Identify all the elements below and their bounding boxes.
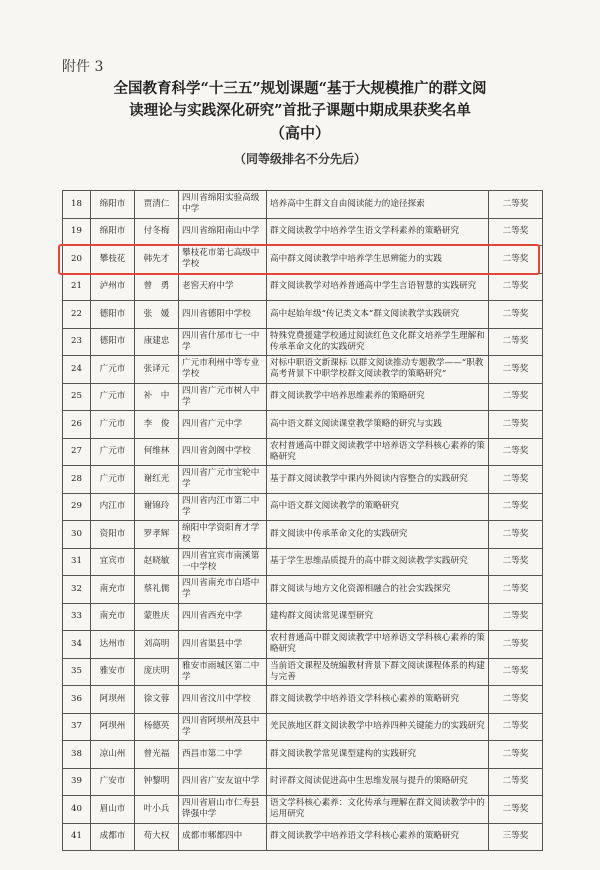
name-cell: 叶小兵 (135, 796, 179, 824)
topic-cell: 特殊党费援建学校通过阅读红色文化群文培养学生理解和传承革命文化的实践研究 (267, 328, 489, 356)
city-cell: 广元市 (91, 383, 135, 411)
table-row (63, 713, 543, 741)
ranking-note: （同等级排名不分先后） (233, 152, 366, 166)
city-cell: 南充市 (91, 576, 135, 604)
unit-cell: 四川省南充市白塔中学 (179, 576, 267, 604)
name-cell: 罗孝辉 (135, 521, 179, 549)
city-cell: 攀枝花 (91, 246, 135, 274)
table-row (63, 631, 543, 659)
topic-cell: 高中语文群文阅读教学的策略研究 (267, 493, 489, 521)
name-cell: 蔡礼儒 (135, 576, 179, 604)
topic-cell: 高中群文阅读教学中培养学生思辨能力的实践 (267, 246, 489, 274)
unit-cell: 四川省广安友谊中学 (179, 768, 267, 796)
city-cell: 内江市 (91, 493, 135, 521)
name-cell: 刘高明 (135, 631, 179, 659)
unit-cell: 四川省绵阳实验高级中学 (179, 191, 267, 219)
unit-cell: 四川省绵阳南山中学 (179, 218, 267, 246)
name-cell: 付冬梅 (135, 218, 179, 246)
award-cell: 二等奖 (489, 713, 543, 741)
table-row (63, 686, 543, 714)
award-cell: 二等奖 (489, 411, 543, 439)
topic-cell: 农村普通高中群文阅读教学中培养语文学科核心素养的策略研究 (267, 438, 489, 466)
city-cell: 绵阳市 (91, 191, 135, 219)
row-number: 32 (63, 576, 91, 604)
name-cell: 贾清仁 (135, 191, 179, 219)
unit-cell: 四川省广元市宝轮中学 (179, 466, 267, 494)
table-row (63, 328, 543, 356)
topic-cell: 群文阅读教学常见课型建构的实践研究 (267, 741, 489, 769)
award-cell: 二等奖 (489, 356, 543, 384)
row-number: 19 (63, 218, 91, 246)
unit-cell: 四川省汶川中学校 (179, 686, 267, 714)
name-cell: 蒙胜庆 (135, 603, 179, 631)
city-cell: 德阳市 (91, 328, 135, 356)
name-cell: 康建忠 (135, 328, 179, 356)
row-number: 36 (63, 686, 91, 714)
row-number: 30 (63, 521, 91, 549)
row-number: 29 (63, 493, 91, 521)
topic-cell: 基于群文阅读教学中课内外阅读内容整合的实践研究 (267, 466, 489, 494)
table-row (63, 383, 543, 411)
table-row (63, 438, 543, 466)
table-row (63, 218, 543, 246)
city-cell: 成都市 (91, 823, 135, 851)
unit-cell: 四川省渠县中学 (179, 631, 267, 659)
city-cell: 广元市 (91, 411, 135, 439)
award-cell: 二等奖 (489, 796, 543, 824)
table-row (63, 521, 543, 549)
name-cell: 苟大权 (135, 823, 179, 851)
award-cell: 二等奖 (489, 301, 543, 329)
award-cell: 二等奖 (489, 603, 543, 631)
unit-cell: 四川省德阳中学校 (179, 301, 267, 329)
city-cell: 泸州市 (91, 273, 135, 301)
unit-cell: 四川省西充中学 (179, 603, 267, 631)
city-cell: 德阳市 (91, 301, 135, 329)
table-row (63, 796, 543, 824)
table-row (63, 823, 543, 851)
topic-cell: 群文阅读教学中培养语文学科核心素养的策略研究 (267, 686, 489, 714)
unit-cell: 四川省剑阁中学校 (179, 438, 267, 466)
unit-cell: 老窖天府中学 (179, 273, 267, 301)
city-cell: 凉山州 (91, 741, 135, 769)
row-number: 18 (63, 191, 91, 219)
row-number: 34 (63, 631, 91, 659)
name-cell: 徐文蓉 (135, 686, 179, 714)
award-cell: 二等奖 (489, 493, 543, 521)
row-number: 38 (63, 741, 91, 769)
table-row (63, 576, 543, 604)
title-line-1: 全国教育科学“十三五”规划课题“基于大规模推广的群文阅 (113, 80, 487, 97)
city-cell: 广元市 (91, 356, 135, 384)
row-number: 33 (63, 603, 91, 631)
table-row (63, 466, 543, 494)
unit-cell: 攀枝花市第七高级中学校 (179, 246, 267, 274)
unit-cell: 成都市郫都四中 (179, 823, 267, 851)
row-number: 35 (63, 658, 91, 686)
row-number: 37 (63, 713, 91, 741)
award-cell: 三等奖 (489, 823, 543, 851)
name-cell: 谢红光 (135, 466, 179, 494)
award-cell: 二等奖 (489, 741, 543, 769)
row-number: 20 (63, 246, 91, 274)
topic-cell: 建构群文阅读常见课型研究 (267, 603, 489, 631)
name-cell: 韩先才 (135, 246, 179, 274)
award-cell: 二等奖 (489, 328, 543, 356)
unit-cell: 四川省阿坝州茂县中学 (179, 713, 267, 741)
topic-cell: 群文阅读中传承革命文化的实践研究 (267, 521, 489, 549)
table-row (63, 741, 543, 769)
row-number: 21 (63, 273, 91, 301)
topic-cell: 对标中职语文新课标 以群文阅读推动专题教学——“职教高考背景下中职学校群文阅读教学的策略研究” (267, 356, 489, 384)
award-cell: 二等奖 (489, 576, 543, 604)
name-cell: 曾 勇 (135, 273, 179, 301)
topic-cell: 语文学科核心素养：文化传承与理解在群文阅读教学中的运用研究 (267, 796, 489, 824)
table-row (63, 493, 543, 521)
table-row (63, 356, 543, 384)
award-cell: 二等奖 (489, 466, 543, 494)
topic-cell: 培养高中生群文自由阅读能力的途径探索 (267, 191, 489, 219)
city-cell: 南充市 (91, 603, 135, 631)
city-cell: 广安市 (91, 768, 135, 796)
topic-cell: 群文阅读教学中培养语文学科核心素养的策略研究 (267, 823, 489, 851)
award-cell: 二等奖 (489, 631, 543, 659)
unit-cell: 绵阳中学资阳育才学校 (179, 521, 267, 549)
attachment-label: 附件 3 (62, 59, 104, 75)
row-number: 40 (63, 796, 91, 824)
name-cell: 杨德英 (135, 713, 179, 741)
unit-cell: 四川省宜宾市南溪第一中学校 (179, 548, 267, 576)
topic-cell: 时评群文阅读促进高中生思维发展与提升的策略研究 (267, 768, 489, 796)
table-row (63, 273, 543, 301)
award-cell: 二等奖 (489, 383, 543, 411)
table-row (63, 548, 543, 576)
row-number: 28 (63, 466, 91, 494)
award-cell: 二等奖 (489, 273, 543, 301)
unit-cell: 四川省什邡市七一中学 (179, 328, 267, 356)
award-cell: 二等奖 (489, 521, 543, 549)
name-cell: 张 媛 (135, 301, 179, 329)
row-number: 22 (63, 301, 91, 329)
unit-cell: 四川省广元中学 (179, 411, 267, 439)
topic-cell: 高中起始年级“传记类文本”群文阅读教学实践研究 (267, 301, 489, 329)
unit-cell: 雅安市雨城区第二中学 (179, 658, 267, 686)
city-cell: 资阳市 (91, 521, 135, 549)
table-row (63, 658, 543, 686)
topic-cell: 群文阅读教学中培养思维素养的策略研究 (267, 383, 489, 411)
name-cell: 赵晓敏 (135, 548, 179, 576)
table-row (63, 301, 543, 329)
award-cell: 二等奖 (489, 438, 543, 466)
award-cell: 二等奖 (489, 246, 543, 274)
awards-table-body (63, 191, 543, 851)
award-cell: 二等奖 (489, 658, 543, 686)
award-cell: 二等奖 (489, 686, 543, 714)
name-cell: 曾光福 (135, 741, 179, 769)
topic-cell: 高中语文群文阅读课堂教学策略的研究与实践 (267, 411, 489, 439)
topic-cell: 群文阅读教学对培养普通高中学生言语智慧的实践研究 (267, 273, 489, 301)
row-number: 23 (63, 328, 91, 356)
row-number: 39 (63, 768, 91, 796)
awards-table (62, 190, 543, 851)
unit-cell: 四川省眉山市仁寿县铧强中学 (179, 796, 267, 824)
name-cell: 张译元 (135, 356, 179, 384)
city-cell: 广元市 (91, 438, 135, 466)
topic-cell: 群文阅读与地方文化资源相融合的社会实践探究 (267, 576, 489, 604)
unit-cell: 广元市利州中等专业学校 (179, 356, 267, 384)
city-cell: 眉山市 (91, 796, 135, 824)
name-cell: 庞庆明 (135, 658, 179, 686)
row-number: 31 (63, 548, 91, 576)
row-number: 26 (63, 411, 91, 439)
topic-cell: 群文阅读教学中培养学生语文学科素养的策略研究 (267, 218, 489, 246)
award-cell: 二等奖 (489, 218, 543, 246)
table-row (63, 603, 543, 631)
city-cell: 广元市 (91, 466, 135, 494)
topic-cell: 农村普通高中群文阅读教学中培养语文学科核心素养的策略研究 (267, 631, 489, 659)
topic-cell: 当前语文课程及统编教材背景下群文阅读课程体系的构建与完善 (267, 658, 489, 686)
name-cell: 钟黎明 (135, 768, 179, 796)
name-cell: 何维林 (135, 438, 179, 466)
table-row (63, 411, 543, 439)
name-cell: 补 中 (135, 383, 179, 411)
table-row (63, 768, 543, 796)
city-cell: 绵阳市 (91, 218, 135, 246)
city-cell: 达州市 (91, 631, 135, 659)
unit-cell: 西昌市第二中学 (179, 741, 267, 769)
city-cell: 宜宾市 (91, 548, 135, 576)
row-number: 27 (63, 438, 91, 466)
row-number: 41 (63, 823, 91, 851)
award-cell: 二等奖 (489, 191, 543, 219)
award-cell: 二等奖 (489, 768, 543, 796)
city-cell: 阿坝州 (91, 713, 135, 741)
row-number: 24 (63, 356, 91, 384)
table-row (63, 191, 543, 219)
award-cell: 二等奖 (489, 548, 543, 576)
name-cell: 李 俊 (135, 411, 179, 439)
table-row (63, 246, 543, 274)
city-cell: 雅安市 (91, 658, 135, 686)
title-line-2: 读理论与实践深化研究”首批子课题中期成果获奖名单 (129, 102, 471, 119)
title-line-3: （高中） (269, 124, 330, 142)
name-cell: 谢锦玲 (135, 493, 179, 521)
row-number: 25 (63, 383, 91, 411)
topic-cell: 羌民族地区群文阅读教学中培养四种关键能力的实践研究 (267, 713, 489, 741)
city-cell: 阿坝州 (91, 686, 135, 714)
unit-cell: 四川省广元市树人中学 (179, 383, 267, 411)
topic-cell: 基于学生思维品质提升的高中群文阅读教学实践研究 (267, 548, 489, 576)
unit-cell: 四川省内江市第二中学 (179, 493, 267, 521)
